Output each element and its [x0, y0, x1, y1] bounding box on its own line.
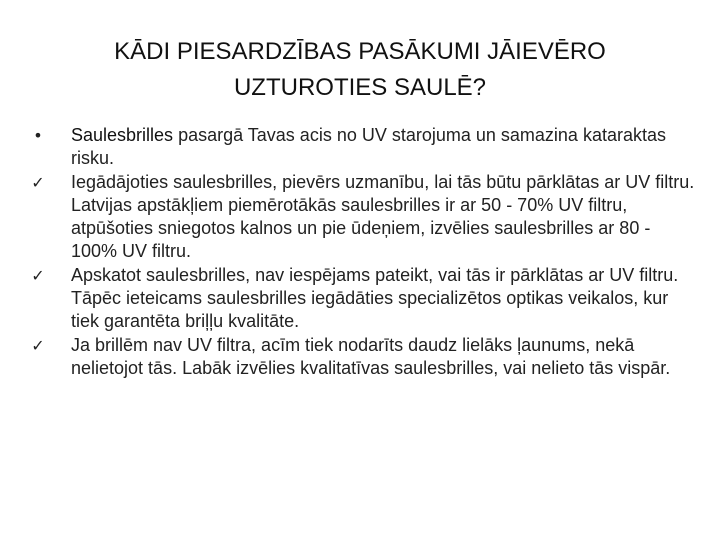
list-item — [26, 171, 698, 263]
title-line-1: KĀDI PIESARDZĪBAS PASĀKUMI JĀIEVĒRO — [114, 38, 606, 65]
checkmark-icon: ✓ — [31, 336, 45, 355]
item-text: Apskatot saulesbrilles, nav iespējams pateikt, vai tās ir pārklātas ar UV filtru. Tāpēc ieteicams saulesbrilles iegādāties specializētos optikas veikalos, kur tiek garantēta briļļu kvalitāte. — [71, 265, 679, 331]
bullet-icon: • — [33, 126, 43, 145]
item-text: Iegādājoties saulesbrilles, pievērs uzmanību, lai tās būtu pārklātas ar UV filtru. Latvijas apstākļiem piemērotākās saulesbrilles ir ar 50 - 70% UV filtru, atpūšoties sniegotos kalnos un pie ūdeņiem, izvēlies saulesbrilles ar 80 - 100% UV filtru. — [71, 172, 695, 261]
bullet-list — [26, 124, 698, 381]
checkmark-icon: ✓ — [31, 173, 45, 192]
list-item — [26, 264, 698, 333]
item-text: Ja brillēm nav UV filtra, acīm tiek nodarīts daudz lielāks ļaunums, nekā nelietojot tās. Labāk izvēlies kvalitatīvas saulesbrilles, vai nelieto tās vispār. — [71, 335, 671, 378]
checkmark-icon: ✓ — [31, 266, 45, 285]
list-item — [26, 124, 698, 170]
item-lead: Saulesbrilles — [71, 125, 174, 145]
title-line-2: UZTUROTIES SAULĒ? — [233, 74, 487, 101]
item-text: pasargā Tavas acis no UV starojuma un samazina kataraktas risku. — [71, 125, 666, 168]
list-item — [26, 334, 698, 380]
slide-title — [40, 34, 680, 106]
